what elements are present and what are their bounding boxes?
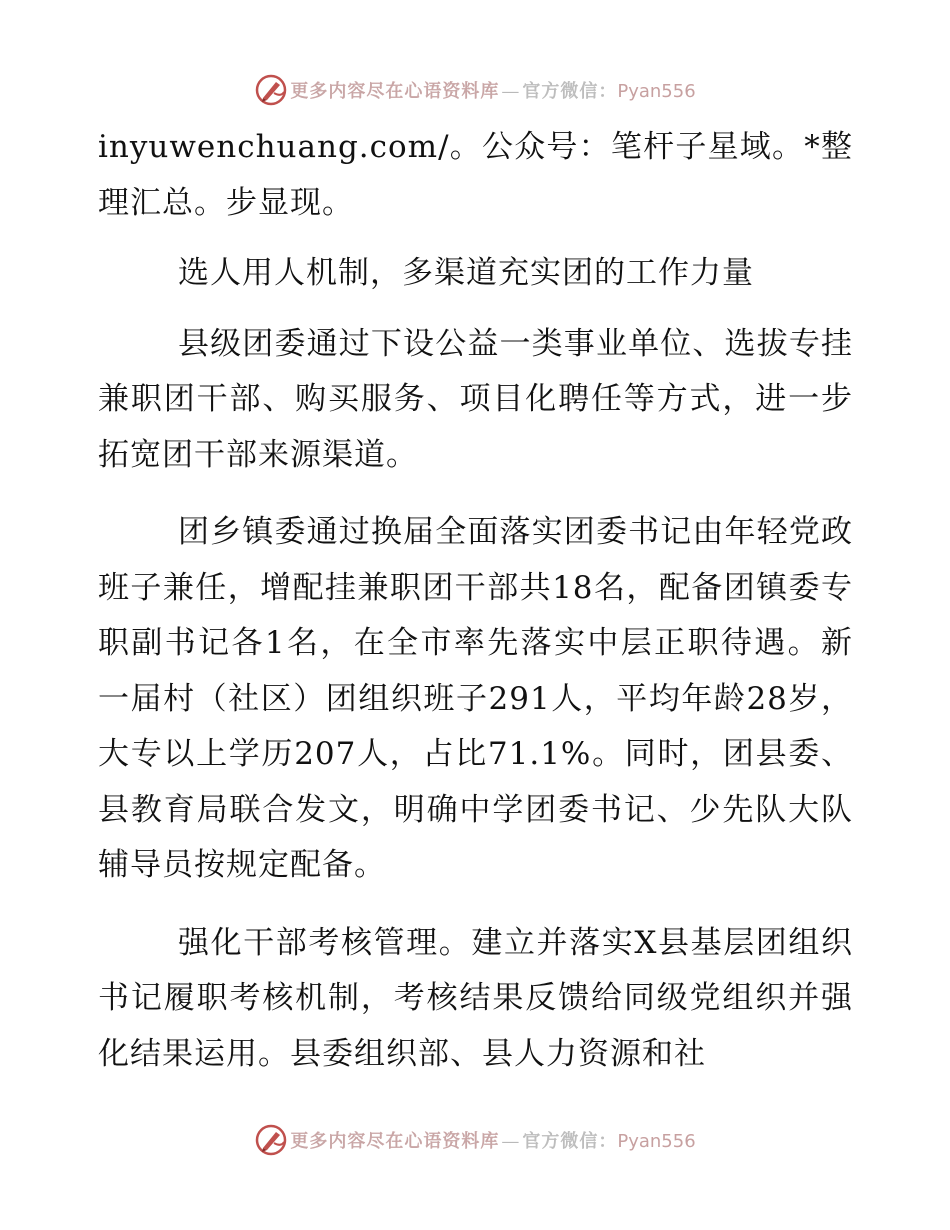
pen-logo-icon (254, 1123, 288, 1157)
banner-text: 更多内容尽在心语资料库 — 官方微信：Pyan556 (290, 1131, 696, 1152)
paragraph-3: 团乡镇委通过换届全面落实团委书记由年轻党政班子兼任，增配挂兼职团干部共18名，配备团镇委专职副书记各1名，在全市率先落实中层正职待遇。新一届村（社区）团组织班子291人，平均年龄28岁，大专以上学历207人，占比71.1%。同时，团县委、县教育局联合发文，明确中学团委书记、少先队大队辅导员按规定配备。 (98, 514, 853, 883)
header-banner (0, 70, 950, 110)
pen-logo-icon (254, 73, 288, 107)
banner-text: 更多内容尽在心语资料库 — 官方微信：Pyan556 (290, 81, 696, 102)
document-body (98, 120, 853, 1082)
section-heading: 选人用人机制，多渠道充实团的工作力量 (178, 255, 754, 291)
paragraph-2: 县级团委通过下设公益一类事业单位、选拔专挂兼职团干部、购买服务、项目化聘任等方式，进一步拓宽团干部来源渠道。 (98, 325, 853, 473)
footer-banner (0, 1120, 950, 1160)
paragraph-1: inyuwenchuang.com/。公众号：笔杆子星域。*整理汇总。步显现。 (98, 129, 853, 221)
paragraph-4: 强化干部考核管理。建立并落实X县基层团组织书记履职考核机制，考核结果反馈给同级党组织并强化结果运用。县委组织部、县人力资源和社 (98, 924, 853, 1072)
